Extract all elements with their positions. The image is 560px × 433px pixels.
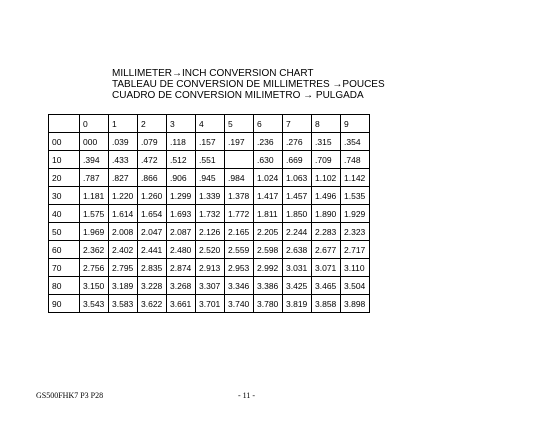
value-cell: 1.575 [80,205,109,223]
value-cell: 2.835 [138,259,167,277]
value-cell: 3.504 [341,277,370,295]
row-label-cell: 60 [49,241,80,259]
value-cell: 1.339 [196,187,225,205]
value-cell: 1.260 [138,187,167,205]
value-cell: .118 [167,133,196,151]
value-cell: 1.299 [167,187,196,205]
value-cell: 1.732 [196,205,225,223]
value-cell: 2.992 [254,259,283,277]
value-cell: .197 [225,133,254,151]
table-row [49,241,370,259]
value-cell: 3.189 [109,277,138,295]
value-cell: 3.346 [225,277,254,295]
value-cell: 2.953 [225,259,254,277]
value-cell: 1.772 [225,205,254,223]
value-cell: 1.063 [283,169,312,187]
value-cell: 1.417 [254,187,283,205]
value-cell: .551 [196,151,225,169]
value-cell: 3.543 [80,295,109,313]
value-cell: 2.559 [225,241,254,259]
value-cell: .433 [109,151,138,169]
row-label-cell: 70 [49,259,80,277]
table-header-row [49,115,370,133]
value-cell: 2.756 [80,259,109,277]
header-cell [49,115,80,133]
value-cell: 1.890 [312,205,341,223]
value-cell: 2.717 [341,241,370,259]
row-label-cell: 50 [49,223,80,241]
header-cell: 9 [341,115,370,133]
value-cell: 3.031 [283,259,312,277]
value-cell: 2.520 [196,241,225,259]
value-cell: .039 [109,133,138,151]
value-cell: .354 [341,133,370,151]
value-cell: 2.008 [109,223,138,241]
header-cell: 6 [254,115,283,133]
value-cell: 1.929 [341,205,370,223]
value-cell: 1.378 [225,187,254,205]
value-cell: 3.740 [225,295,254,313]
value-cell: .630 [254,151,283,169]
header-cell: 0 [80,115,109,133]
table-row [49,169,370,187]
value-cell: 2.402 [109,241,138,259]
header-cell: 4 [196,115,225,133]
value-cell: 2.874 [167,259,196,277]
value-cell: 3.150 [80,277,109,295]
title-spanish: CUADRO DE CONVERSION MILIMETRO → PULGADA [112,90,364,101]
row-label-cell: 30 [49,187,80,205]
value-cell: 2.677 [312,241,341,259]
table-row [49,277,370,295]
header-cell: 1 [109,115,138,133]
row-label-cell: 40 [49,205,80,223]
value-cell: .748 [341,151,370,169]
table-row [49,187,370,205]
value-cell: 2.480 [167,241,196,259]
value-cell: 3.780 [254,295,283,313]
value-cell: 2.244 [283,223,312,241]
title-french: TABLEAU DE CONVERSION DE MILLIMETRES →POUCES [112,79,385,90]
value-cell: .079 [138,133,167,151]
value-cell: .866 [138,169,167,187]
value-cell: 1.102 [312,169,341,187]
value-cell: 3.622 [138,295,167,313]
table-row [49,259,370,277]
row-label-cell: 10 [49,151,80,169]
value-cell: 1.811 [254,205,283,223]
row-label-cell: 90 [49,295,80,313]
value-cell: 2.283 [312,223,341,241]
value-cell: .787 [80,169,109,187]
value-cell: 1.142 [341,169,370,187]
value-cell: .157 [196,133,225,151]
page-number: - 11 - [238,391,256,400]
document-code: GS500FHK7 P3 P28 [36,391,104,400]
table-row [49,223,370,241]
value-cell: 3.307 [196,277,225,295]
value-cell: 3.858 [312,295,341,313]
value-cell: 3.465 [312,277,341,295]
value-cell: .906 [167,169,196,187]
value-cell: 3.661 [167,295,196,313]
value-cell: 1.457 [283,187,312,205]
value-cell: 1.654 [138,205,167,223]
value-cell: 1.693 [167,205,196,223]
table-row [49,205,370,223]
value-cell: 1.181 [80,187,109,205]
value-cell: .984 [225,169,254,187]
value-cell: 3.425 [283,277,312,295]
value-cell: .236 [254,133,283,151]
value-cell: .945 [196,169,225,187]
value-cell: 3.228 [138,277,167,295]
value-cell: 1.535 [341,187,370,205]
value-cell: 3.898 [341,295,370,313]
value-cell: 3.701 [196,295,225,313]
value-cell: 1.220 [109,187,138,205]
value-cell: 2.638 [283,241,312,259]
value-cell: 1.850 [283,205,312,223]
title-english: MILLIMETER→INCH CONVERSION CHART [112,68,314,79]
value-cell: 2.126 [196,223,225,241]
value-cell: 3.386 [254,277,283,295]
value-cell: .315 [312,133,341,151]
value-cell: 2.362 [80,241,109,259]
value-cell: .394 [80,151,109,169]
table-row [49,133,370,151]
value-cell: 2.795 [109,259,138,277]
value-cell: 2.087 [167,223,196,241]
table-row [49,295,370,313]
value-cell: 3.071 [312,259,341,277]
header-cell: 2 [138,115,167,133]
value-cell: 2.598 [254,241,283,259]
value-cell: 3.110 [341,259,370,277]
value-cell: 1.496 [312,187,341,205]
header-cell: 8 [312,115,341,133]
table-row [49,151,370,169]
value-cell: .669 [283,151,312,169]
row-label-cell: 00 [49,133,80,151]
value-cell [225,151,254,169]
value-cell: 2.913 [196,259,225,277]
value-cell: 2.047 [138,223,167,241]
value-cell: 3.819 [283,295,312,313]
value-cell: 2.205 [254,223,283,241]
header-cell: 3 [167,115,196,133]
row-label-cell: 20 [49,169,80,187]
value-cell: 3.583 [109,295,138,313]
value-cell: 1.614 [109,205,138,223]
value-cell: 1.969 [80,223,109,241]
value-cell: 000 [80,133,109,151]
value-cell: .709 [312,151,341,169]
value-cell: 3.268 [167,277,196,295]
chart-titles [112,68,385,101]
conversion-table [48,114,370,313]
value-cell: .827 [109,169,138,187]
value-cell: .276 [283,133,312,151]
value-cell: 1.024 [254,169,283,187]
value-cell: 2.165 [225,223,254,241]
value-cell: 2.441 [138,241,167,259]
value-cell: .472 [138,151,167,169]
row-label-cell: 80 [49,277,80,295]
header-cell: 7 [283,115,312,133]
value-cell: 2.323 [341,223,370,241]
value-cell: .512 [167,151,196,169]
header-cell: 5 [225,115,254,133]
